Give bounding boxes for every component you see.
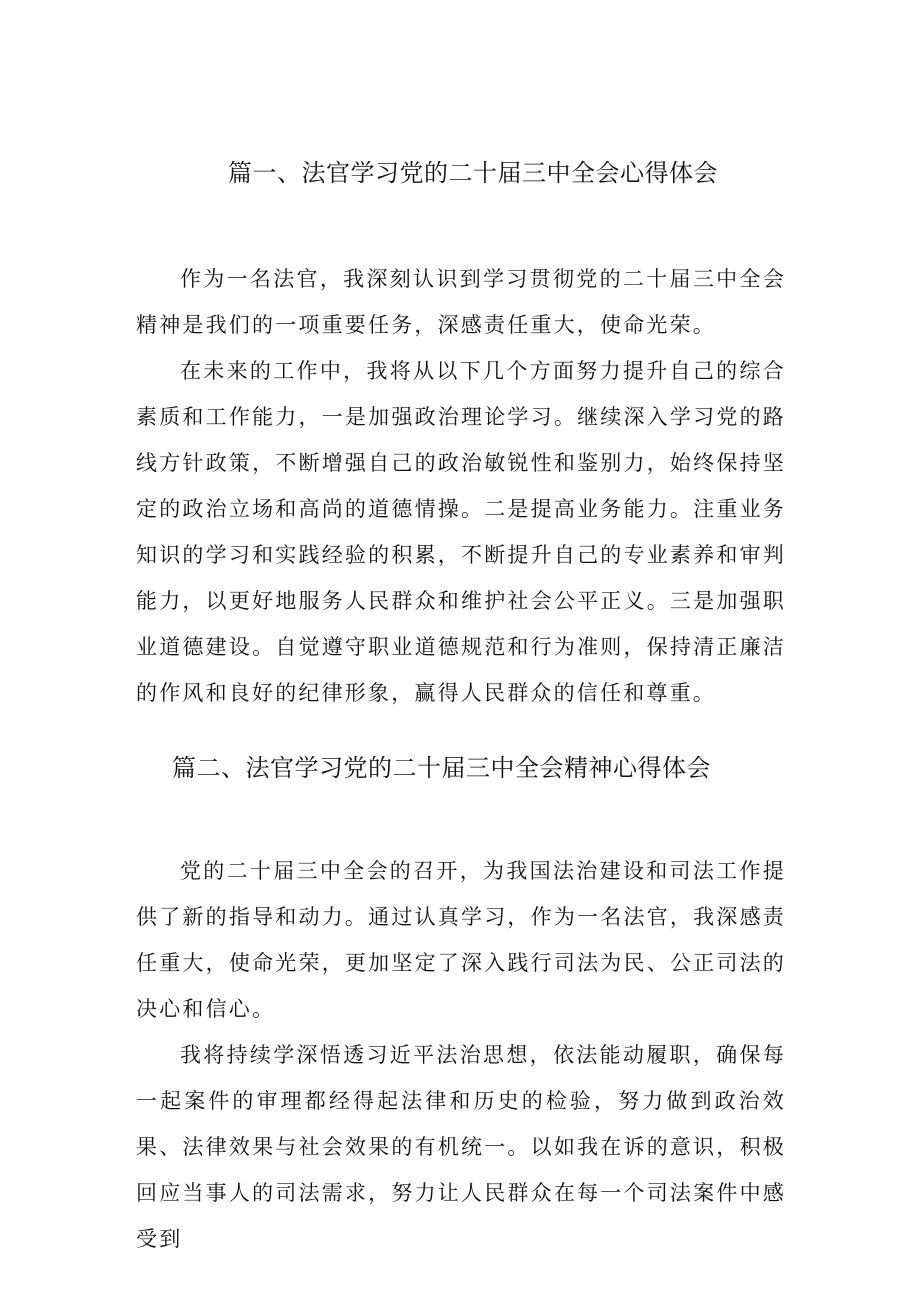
section-1-title: 篇一、法官学习党的二十届三中全会心得体会 — [228, 159, 718, 187]
section-2-title: 篇二、法官学习党的二十届三中全会精神心得体会 — [172, 754, 711, 782]
section-2-paragraph-2: 我将持续学深悟透习近平法治思想，依法能动履职，确保每一起案件的审理都经得起法律和历史的检验，努力做到政治效果、法律效果与社会效果的有机统一。以如我在诉的意识，积极回应当事人的司法需求，努力让人民群众在每一个司法案件中感受到 — [136, 1043, 786, 1251]
section-2-paragraph-1: 党的二十届三中全会的召开，为我国法治建设和司法工作提供了新的指导和动力。通过认真学习，作为一名法官，我深感责任重大，使命光荣，更加坚定了深入践行司法为民、公正司法的决心和信心。 — [136, 859, 786, 1021]
section-1-paragraph-2: 在未来的工作中，我将从以下几个方面努力提升自己的综合素质和工作能力，一是加强政治理论学习。继续深入学习党的路线方针政策，不断增强自己的政治敏锐性和鉴别力，始终保持坚定的政治立场和高尚的道德情操。二是提高业务能力。注重业务知识的学习和实践经验的积累，不断提升自己的专业素养和审判能力，以更好地服务人民群众和维护社会公平正义。三是加强职业道德建设。自觉遵守职业道德规范和行为准则，保持清正廉洁的作风和良好的纪律形象，赢得人民群众的信任和尊重。 — [136, 359, 786, 705]
section-1-paragraph-1: 作为一名法官，我深刻认识到学习贯彻党的二十届三中全会精神是我们的一项重要任务，深感责任重大，使命光荣。 — [136, 267, 786, 337]
